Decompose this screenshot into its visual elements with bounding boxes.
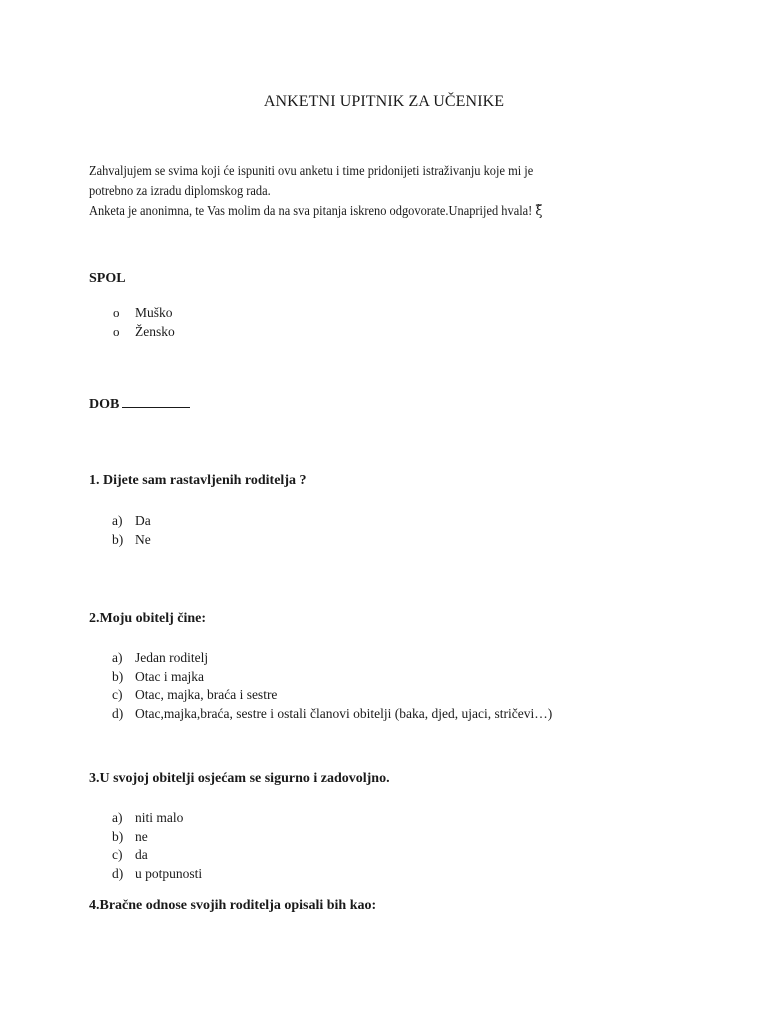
dob-answer-line[interactable] — [122, 395, 190, 408]
radio-circle-icon: o — [113, 323, 120, 339]
question-1-option-a[interactable] — [112, 512, 151, 531]
spol-option-musko[interactable] — [112, 304, 175, 323]
question-3-option-a[interactable] — [112, 809, 202, 828]
question-2-option-a[interactable] — [112, 649, 552, 668]
option-label: da — [135, 847, 148, 862]
spol-heading: SPOL — [89, 271, 126, 286]
intro-text — [89, 161, 641, 221]
option-label: Jedan roditelj — [135, 650, 209, 665]
option-label: ne — [135, 828, 148, 844]
question-2-option-d[interactable] — [112, 705, 552, 724]
question-1-option-b[interactable] — [112, 531, 151, 550]
question-3-option-d[interactable] — [112, 865, 202, 884]
option-label: niti malo — [135, 810, 184, 825]
option-marker: c) — [112, 847, 123, 862]
question-2-heading: 2.Moju obitelj čine: — [89, 611, 207, 626]
dob-heading — [89, 395, 190, 413]
radio-circle-icon: o — [113, 305, 120, 320]
intro-line-3-text: Anketa je anonimna, te Vas molim da na sva pitanja iskreno odgovorate.Unaprijed hvala! — [89, 203, 536, 218]
question-3-option-b[interactable] — [112, 828, 202, 847]
question-2-option-c[interactable] — [112, 686, 552, 705]
option-marker: a) — [112, 810, 123, 825]
intro-symbol: ξ̃ — [535, 203, 543, 219]
question-2-option-b[interactable] — [112, 668, 552, 687]
option-label: Muško — [135, 305, 173, 320]
option-label: Da — [135, 513, 151, 528]
option-label: u potpunosti — [135, 865, 203, 881]
option-marker: a) — [112, 650, 123, 665]
intro-line-3 — [89, 201, 641, 221]
option-marker: b) — [112, 828, 124, 844]
option-marker: b) — [112, 668, 124, 684]
spol-options — [112, 304, 175, 341]
document-title: ANKETNI UPITNIK ZA UČENIKE — [263, 93, 505, 110]
option-label: Otac i majka — [135, 668, 204, 684]
option-marker: a) — [112, 513, 123, 528]
question-1-options — [112, 512, 151, 549]
question-3-option-c[interactable] — [112, 846, 202, 865]
option-label: Otac,majka,braća, sestre i ostali članovi obitelji (baka, djed, ujaci, stričevi…) — [135, 705, 553, 721]
dob-label: DOB — [89, 397, 120, 412]
option-marker: c) — [112, 687, 123, 702]
question-1-heading: 1. Dijete sam rastavljenih roditelja ? — [89, 473, 307, 488]
option-marker: d) — [112, 865, 124, 881]
option-label: Otac, majka, braća i sestre — [135, 687, 278, 702]
option-label: Ne — [135, 531, 151, 547]
question-4-heading: 4.Bračne odnose svojih roditelja opisali bih kao: — [89, 898, 377, 913]
spol-option-zensko[interactable] — [112, 323, 175, 342]
question-2-options — [112, 649, 552, 723]
option-marker: b) — [112, 531, 124, 547]
option-label: Žensko — [135, 323, 175, 339]
intro-line-1: Zahvaljujem se svima koji će ispuniti ovu anketu i time pridonijeti istraživanju koje mi je — [89, 163, 534, 178]
question-3-options — [112, 809, 202, 883]
question-3-heading: 3.U svojoj obitelji osjećam se sigurno i zadovoljno. — [89, 771, 390, 786]
intro-line-2: potrebno za izradu diplomskog rada. — [89, 183, 271, 198]
option-marker: d) — [112, 705, 124, 721]
